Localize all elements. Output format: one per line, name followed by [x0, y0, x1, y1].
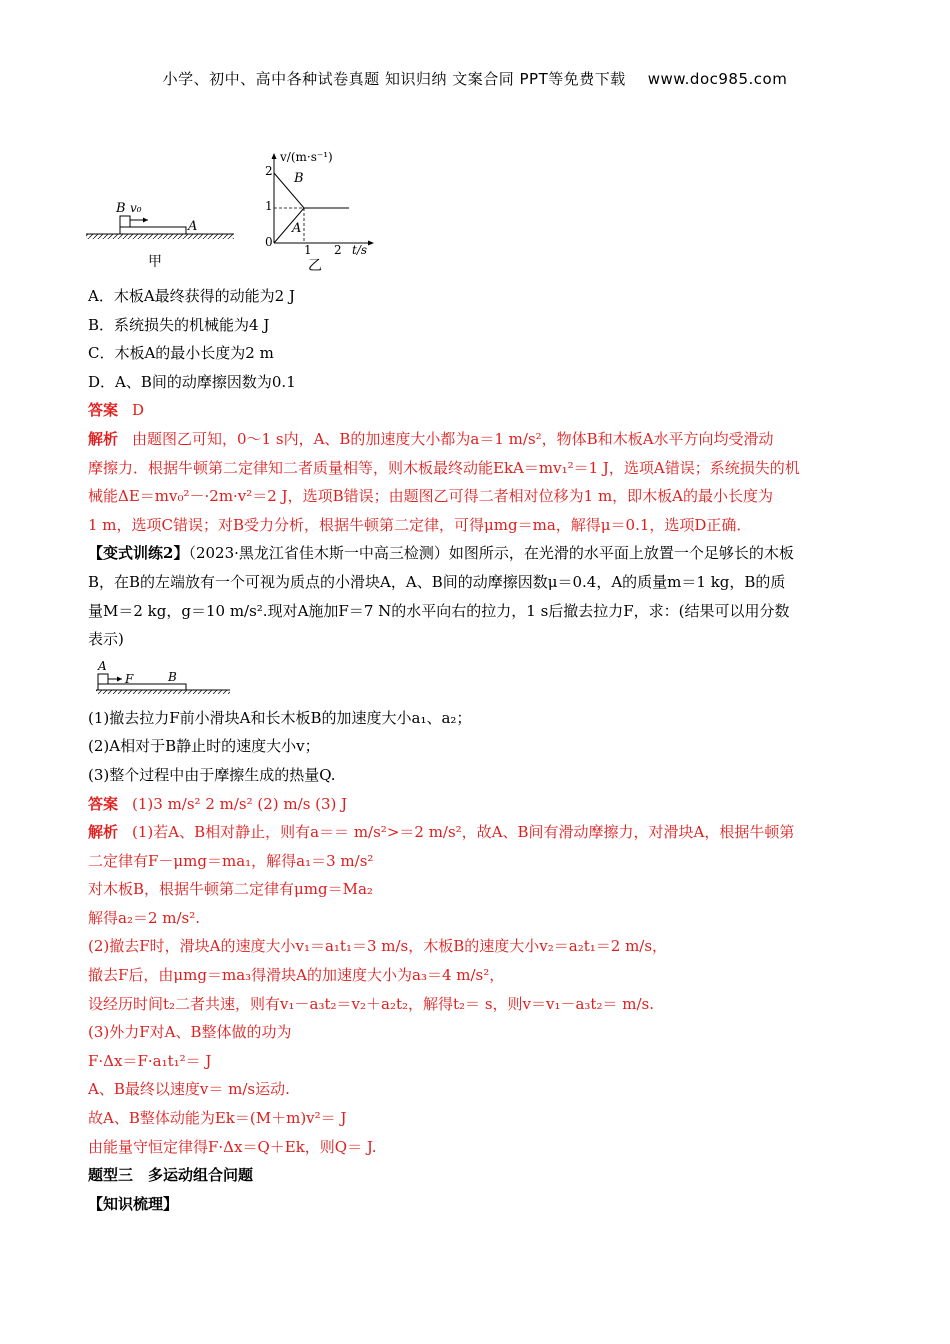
q2-analysis-line: (2)撤去F时，滑块A的速度大小v₁＝a₁t₁＝3 m/s，木板B的速度大小v₂＝a₂t₁＝2 m/s，: [88, 937, 668, 956]
q2-question: (3)整个过程中由于摩擦生成的热量Q.: [88, 765, 336, 784]
label-B: B: [168, 669, 177, 684]
q1-analysis-line: 摩擦力．根据牛顿第二定律知二者质量相等，则木板最终动能EkA＝mv₁²＝1 J，选项A错误；系统损失的机: [88, 458, 800, 477]
board-B: [98, 684, 186, 690]
q2-analysis-line: [88, 818, 868, 847]
q2-stem-text: （2023·黑龙江省佳木斯一中高三检测）如图所示，在光滑的水平面上放置一个足够长的木板: [188, 544, 794, 563]
q2-question: (1)撤去拉力F前小滑块A和长木板B的加速度大小a₁、a₂；: [88, 708, 472, 727]
page-header: [0, 68, 950, 89]
figure-yi: [265, 150, 374, 273]
header-site: www.doc985.com: [647, 70, 788, 88]
q2-analysis-line: 二定律有F－μmg＝ma₁，解得a₁＝3 m/s²: [88, 851, 374, 870]
answer-label: 答案: [88, 794, 119, 813]
analysis-label: 解析: [88, 429, 119, 448]
label-A: A: [98, 658, 107, 673]
block-A: [98, 674, 108, 684]
y-axis-arrow: [272, 153, 277, 159]
q2-figure-svg: [88, 654, 248, 704]
line-label-A: A: [292, 221, 302, 236]
force-arrow-head: [117, 676, 122, 681]
x-tick-2: 2: [334, 243, 342, 257]
q2-answer: [88, 790, 868, 819]
label-F: F: [125, 671, 134, 686]
q1-answer: [88, 396, 868, 425]
analysis-text: (1)若A、B相对静止，则有a＝＝ m/s²>＝2 m/s²，故A、B间有滑动摩擦力，对滑块A，根据牛顿第: [132, 823, 795, 842]
velocity-arrow-head: [143, 218, 148, 223]
block-B: [120, 216, 130, 227]
q2-analysis-line: 解得a₂＝2 m/s².: [88, 908, 201, 927]
answer-value: D: [132, 401, 145, 420]
label-B: B: [116, 201, 126, 216]
x-axis-label: t/s: [352, 243, 368, 257]
option-c: C．木板A的最小长度为2 m: [88, 344, 274, 363]
q2-stem-line: B，在B的左端放有一个可视为质点的小滑块A，A、B间的动摩擦因数μ＝0.4，A的质量m＝1 kg，B的质: [88, 572, 786, 591]
y-tick-2: 2: [265, 164, 273, 178]
q2-analysis-line: 撤去F后，由μmg＝ma₃得滑块A的加速度大小为a₃＝4 m/s²，: [88, 966, 505, 985]
option-a: A．木板A最终获得的动能为2 J: [88, 287, 295, 305]
series-line-B: [274, 173, 349, 208]
q2-analysis-line: (3)外力F对A、B整体做的功为: [88, 1023, 292, 1042]
board-A: [120, 227, 186, 234]
line-label-B: B: [294, 171, 304, 186]
q2-stem-line: 表示): [88, 630, 124, 649]
q2-stem-line: [88, 539, 868, 568]
content: [88, 282, 868, 1218]
q1-analysis-line: 1 m，选项C错误；对B受力分析，根据牛顿第二定律，可得μmg＝ma，解得μ＝0.1，选项D正确．: [88, 515, 752, 534]
figure-jia: [86, 201, 234, 270]
series-line-A: [274, 208, 349, 243]
section-subtitle: 【知识梳理】: [88, 1194, 179, 1213]
q2-analysis-line: F·Δx＝F·a₁t₁²＝ J: [88, 1051, 212, 1070]
q2-analysis-line: A、B最终以速度v＝ m/s运动.: [88, 1080, 290, 1099]
figure-area: [84, 148, 404, 273]
option-d: D．A、B间的动摩擦因数为0.1: [88, 372, 296, 391]
ground-hatch: [96, 690, 230, 694]
option-b: B．系统损失的机械能为4 J: [88, 315, 270, 334]
x-axis-arrow: [368, 241, 374, 246]
section-title: 题型三 多运动组合问题: [88, 1166, 254, 1185]
q1-analysis-line: 械能ΔE＝mv₀²－·2m·v²＝2 J，选项B错误；由题图乙可得二者相对位移为1 m，即木板A的最小长度为: [88, 487, 774, 506]
caption-jia: 甲: [148, 254, 162, 270]
q1-analysis-line: [88, 425, 868, 454]
q2-analysis-line: 对木板B，根据牛顿第二定律有μmg＝Ma₂: [88, 880, 373, 899]
x-tick-1: 1: [304, 243, 312, 257]
y-axis-label: v/(m·s⁻¹): [280, 150, 333, 164]
q2-question: (2)A相对于B静止时的速度大小v；: [88, 737, 320, 756]
answer-value: (1)3 m/s² 2 m/s² (2) m/s (3) J: [132, 794, 348, 813]
caption-yi: 乙: [308, 258, 322, 273]
q2-analysis-line: 由能量守恒定律得F·Δx＝Q＋Ek，则Q＝ J.: [88, 1137, 377, 1156]
header-text: 小学、初中、高中各种试卷真题 知识归纳 文案合同 PPT等免费下载: [162, 70, 626, 88]
analysis-label: 解析: [88, 823, 119, 842]
y-tick-1: 1: [265, 199, 273, 213]
analysis-text: 由题图乙可知，0～1 s内，A、B的加速度大小都为a＝1 m/s²，物体B和木板A水平方向均受滑动: [132, 429, 774, 448]
q2-title: 【变式训练2】: [88, 544, 189, 563]
q2-figure: [88, 654, 868, 704]
label-A: A: [188, 219, 198, 234]
ground-hatch: [86, 234, 234, 239]
q2-stem-line: 量M＝2 kg，g＝10 m/s².现对A施加F＝7 N的水平向右的拉力，1 s后撤去拉力F，求：(结果可以用分数: [88, 601, 790, 620]
answer-label: 答案: [88, 401, 119, 420]
figures-svg: [84, 148, 404, 273]
q2-analysis-line: 设经历时间t₂二者共速，则有v₁－a₃t₂＝v₂＋a₂t₂，解得t₂＝ s，则v＝v₁－a₃t₂＝ m/s.: [88, 994, 654, 1013]
q2-analysis-line: 故A、B整体动能为Ek＝(M＋m)v²＝ J: [88, 1109, 347, 1128]
y-tick-0: 0: [265, 235, 273, 249]
label-v0: v₀: [130, 201, 142, 215]
